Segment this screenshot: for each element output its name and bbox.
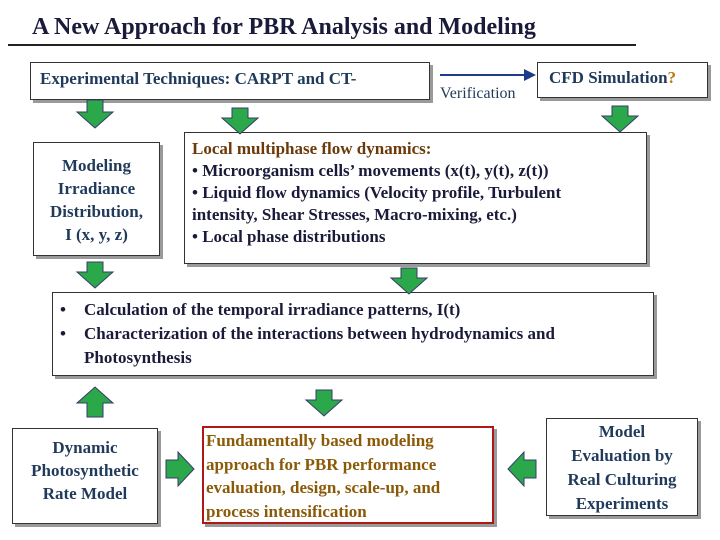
fundamental-modeling-line: process intensification: [206, 501, 367, 521]
down-arrow-icon: [602, 106, 638, 132]
modeling-irradiance-line: I (x, y, z): [65, 225, 128, 244]
flow-dynamics-item: • Liquid flow dynamics (Velocity profile, Turbulent: [192, 183, 562, 202]
modeling-irradiance-line: Modeling: [62, 156, 131, 175]
down-arrow-icon: [77, 100, 113, 128]
down-arrow-icon: [391, 268, 427, 294]
modeling-irradiance-line: Irradiance: [57, 179, 136, 198]
flow-dynamics-item: • Local phase distributions: [192, 227, 386, 246]
dynamic-photosynthetic-line: Rate Model: [42, 484, 128, 503]
bullet: •: [60, 324, 66, 343]
model-evaluation-line: Evaluation by: [571, 446, 673, 465]
cfd-label-text: CFD Simulation: [549, 68, 668, 87]
fundamental-modeling-line: evaluation, design, scale-up, and: [206, 478, 441, 497]
page-title: A New Approach for PBR Analysis and Modeling: [32, 14, 536, 40]
dynamic-photosynthetic-line: Dynamic: [52, 438, 118, 457]
experimental-techniques-label: Experimental Techniques: CARPT and CT-: [40, 69, 357, 88]
dynamic-photosynthetic-line: Photosynthetic: [31, 461, 139, 480]
verification-label: Verification: [440, 85, 516, 102]
flow-dynamics-item: • Microorganism cells’ movements (x(t), y(t), z(t)): [192, 161, 549, 180]
modeling-irradiance-line: Distribution,: [49, 202, 144, 221]
bullet: •: [60, 300, 66, 319]
flow-dynamics-heading: Local multiphase flow dynamics:: [192, 139, 432, 158]
verification-arrowhead-icon: [524, 69, 536, 81]
model-evaluation-line: Real Culturing: [567, 470, 677, 489]
model-evaluation-line: Model: [598, 422, 646, 441]
flow-dynamics-item: intensity, Shear Stresses, Macro-mixing, etc.): [192, 205, 517, 224]
down-arrow-icon: [222, 108, 258, 134]
up-arrow-icon: [77, 387, 113, 417]
calculation-item-text: Calculation of the temporal irradiance patterns, I(t): [84, 300, 461, 319]
down-arrow-icon: [306, 390, 342, 416]
calculation-item-text: Characterization of the interactions between hydrodynamics and Photosynthesis: [84, 324, 555, 367]
right-arrow-icon: [166, 452, 194, 486]
down-arrow-icon: [77, 262, 113, 288]
model-evaluation-line: Experiments: [575, 494, 669, 513]
cfd-question-mark: ?: [667, 68, 677, 87]
left-arrow-icon: [508, 452, 536, 486]
fundamental-modeling-line: approach for PBR performance: [206, 454, 437, 474]
fundamental-modeling-line: Fundamentally based modeling: [206, 431, 434, 450]
